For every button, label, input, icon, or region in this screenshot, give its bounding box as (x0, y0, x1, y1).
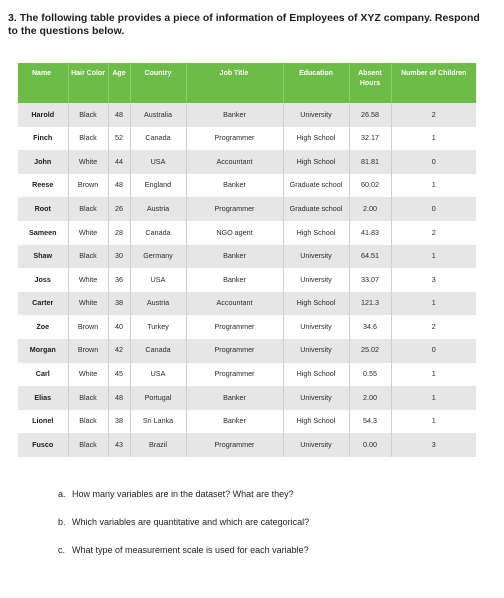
cell-absent-hours: 2.00 (349, 386, 391, 410)
cell-hair-color: White (68, 268, 108, 292)
cell-absent-hours: 2.00 (349, 197, 391, 221)
cell-education: University (283, 339, 349, 363)
sub-question-letter: c. (58, 545, 66, 555)
cell-hair-color: White (68, 363, 108, 387)
cell-job-title: Programmer (186, 127, 283, 151)
cell-hair-color: Black (68, 103, 108, 127)
cell-name: Harold (18, 103, 68, 127)
cell-education: University (283, 245, 349, 269)
header-job-title: Job Title (186, 63, 283, 103)
cell-country: Portugal (130, 386, 186, 410)
table-row (18, 150, 476, 174)
cell-name: Finch (18, 127, 68, 151)
header-hair-color: Hair Color (68, 63, 108, 103)
cell-country: Brazil (130, 433, 186, 457)
cell-country: Canada (130, 221, 186, 245)
sub-question-b (58, 516, 478, 528)
cell-age: 48 (108, 174, 130, 198)
cell-hair-color: White (68, 150, 108, 174)
cell-education: High School (283, 363, 349, 387)
cell-job-title: Programmer (186, 433, 283, 457)
sub-question-letter: b. (58, 517, 66, 527)
table-row (18, 127, 476, 151)
cell-name: Joss (18, 268, 68, 292)
table-row (18, 245, 476, 269)
cell-country: Canada (130, 127, 186, 151)
cell-number-of-children: 1 (391, 410, 476, 434)
cell-age: 38 (108, 410, 130, 434)
header-number-of-children: Number of Children (391, 63, 476, 103)
table-row (18, 339, 476, 363)
cell-absent-hours: 33.07 (349, 268, 391, 292)
cell-age: 42 (108, 339, 130, 363)
cell-name: Elias (18, 386, 68, 410)
cell-absent-hours: 41.83 (349, 221, 391, 245)
cell-absent-hours: 64.51 (349, 245, 391, 269)
cell-job-title: Banker (186, 410, 283, 434)
cell-number-of-children: 2 (391, 315, 476, 339)
cell-hair-color: Black (68, 127, 108, 151)
table-row (18, 410, 476, 434)
cell-absent-hours: 25.02 (349, 339, 391, 363)
table-row (18, 386, 476, 410)
question-text: The following table provides a piece of information of Employees of XYZ company. Respond to the questions below. (8, 12, 480, 37)
cell-age: 45 (108, 363, 130, 387)
cell-country: USA (130, 150, 186, 174)
cell-name: Carl (18, 363, 68, 387)
cell-name: Sameen (18, 221, 68, 245)
cell-hair-color: White (68, 221, 108, 245)
cell-education: Graduate school (283, 174, 349, 198)
cell-country: Australia (130, 103, 186, 127)
table-row (18, 315, 476, 339)
question-3 (8, 12, 488, 38)
cell-absent-hours: 0.00 (349, 433, 391, 457)
cell-country: Sri Lanka (130, 410, 186, 434)
cell-name: Reese (18, 174, 68, 198)
cell-absent-hours: 0.55 (349, 363, 391, 387)
table-row (18, 433, 476, 457)
cell-hair-color: Black (68, 433, 108, 457)
sub-question-a (58, 488, 478, 500)
cell-job-title: Banker (186, 268, 283, 292)
cell-education: High School (283, 127, 349, 151)
cell-age: 38 (108, 292, 130, 316)
cell-number-of-children: 1 (391, 292, 476, 316)
cell-education: University (283, 268, 349, 292)
cell-number-of-children: 1 (391, 174, 476, 198)
cell-education: University (283, 103, 349, 127)
cell-absent-hours: 26.58 (349, 103, 391, 127)
table-row (18, 221, 476, 245)
header-country: Country (130, 63, 186, 103)
cell-country: USA (130, 268, 186, 292)
table-row (18, 197, 476, 221)
cell-number-of-children: 0 (391, 339, 476, 363)
table-row (18, 268, 476, 292)
cell-job-title: Accountant (186, 150, 283, 174)
sub-question-letter: a. (58, 489, 66, 499)
cell-job-title: Banker (186, 245, 283, 269)
table-row (18, 292, 476, 316)
cell-job-title: Accountant (186, 292, 283, 316)
sub-question-c (58, 544, 478, 556)
cell-number-of-children: 1 (391, 245, 476, 269)
cell-name: Shaw (18, 245, 68, 269)
cell-education: High School (283, 150, 349, 174)
cell-number-of-children: 0 (391, 197, 476, 221)
cell-job-title: Banker (186, 174, 283, 198)
cell-age: 43 (108, 433, 130, 457)
cell-education: High School (283, 292, 349, 316)
cell-country: Austria (130, 197, 186, 221)
cell-country: Turkey (130, 315, 186, 339)
cell-hair-color: Black (68, 245, 108, 269)
header-age: Age (108, 63, 130, 103)
cell-job-title: Programmer (186, 339, 283, 363)
cell-hair-color: Black (68, 386, 108, 410)
sub-question-text: What type of measurement scale is used for each variable? (72, 545, 309, 555)
header-name: Name (18, 63, 68, 103)
cell-age: 26 (108, 197, 130, 221)
sub-questions (58, 488, 478, 572)
cell-number-of-children: 2 (391, 221, 476, 245)
cell-absent-hours: 32.17 (349, 127, 391, 151)
cell-hair-color: Black (68, 197, 108, 221)
sub-question-text: Which variables are quantitative and which are categorical? (72, 517, 310, 527)
cell-name: Fusco (18, 433, 68, 457)
cell-absent-hours: 81.81 (349, 150, 391, 174)
cell-job-title: Banker (186, 103, 283, 127)
cell-number-of-children: 1 (391, 127, 476, 151)
cell-hair-color: Brown (68, 339, 108, 363)
header-absent-hours: Absent Hours (349, 63, 391, 103)
cell-education: University (283, 433, 349, 457)
employee-table-container (18, 63, 476, 457)
cell-education: University (283, 315, 349, 339)
cell-number-of-children: 1 (391, 363, 476, 387)
cell-country: Germany (130, 245, 186, 269)
cell-absent-hours: 121.3 (349, 292, 391, 316)
cell-number-of-children: 2 (391, 103, 476, 127)
cell-name: Morgan (18, 339, 68, 363)
table-row (18, 103, 476, 127)
cell-age: 30 (108, 245, 130, 269)
cell-absent-hours: 60.02 (349, 174, 391, 198)
cell-name: John (18, 150, 68, 174)
cell-age: 44 (108, 150, 130, 174)
cell-number-of-children: 1 (391, 386, 476, 410)
cell-job-title: Programmer (186, 315, 283, 339)
cell-age: 36 (108, 268, 130, 292)
cell-hair-color: White (68, 292, 108, 316)
table-body (18, 103, 476, 457)
cell-absent-hours: 54.3 (349, 410, 391, 434)
table-header (18, 63, 476, 103)
cell-country: Canada (130, 339, 186, 363)
cell-absent-hours: 34.6 (349, 315, 391, 339)
table-row (18, 174, 476, 198)
cell-hair-color: Brown (68, 174, 108, 198)
cell-education: University (283, 386, 349, 410)
cell-name: Zoe (18, 315, 68, 339)
cell-job-title: NGO agent (186, 221, 283, 245)
cell-age: 48 (108, 103, 130, 127)
cell-hair-color: Black (68, 410, 108, 434)
cell-country: Austria (130, 292, 186, 316)
cell-age: 40 (108, 315, 130, 339)
header-education: Education (283, 63, 349, 103)
cell-education: High School (283, 410, 349, 434)
table-row (18, 363, 476, 387)
cell-education: High School (283, 221, 349, 245)
cell-education: Graduate school (283, 197, 349, 221)
cell-job-title: Banker (186, 386, 283, 410)
sub-question-text: How many variables are in the dataset? What are they? (72, 489, 294, 499)
cell-age: 28 (108, 221, 130, 245)
cell-name: Root (18, 197, 68, 221)
cell-country: USA (130, 363, 186, 387)
employee-table (18, 63, 476, 457)
cell-number-of-children: 3 (391, 268, 476, 292)
cell-job-title: Programmer (186, 363, 283, 387)
cell-job-title: Programmer (186, 197, 283, 221)
header-row (18, 63, 476, 103)
cell-country: England (130, 174, 186, 198)
cell-name: Carter (18, 292, 68, 316)
cell-name: Lionel (18, 410, 68, 434)
cell-age: 52 (108, 127, 130, 151)
question-number: 3. (8, 12, 17, 24)
cell-number-of-children: 0 (391, 150, 476, 174)
cell-number-of-children: 3 (391, 433, 476, 457)
cell-age: 48 (108, 386, 130, 410)
cell-hair-color: Brown (68, 315, 108, 339)
